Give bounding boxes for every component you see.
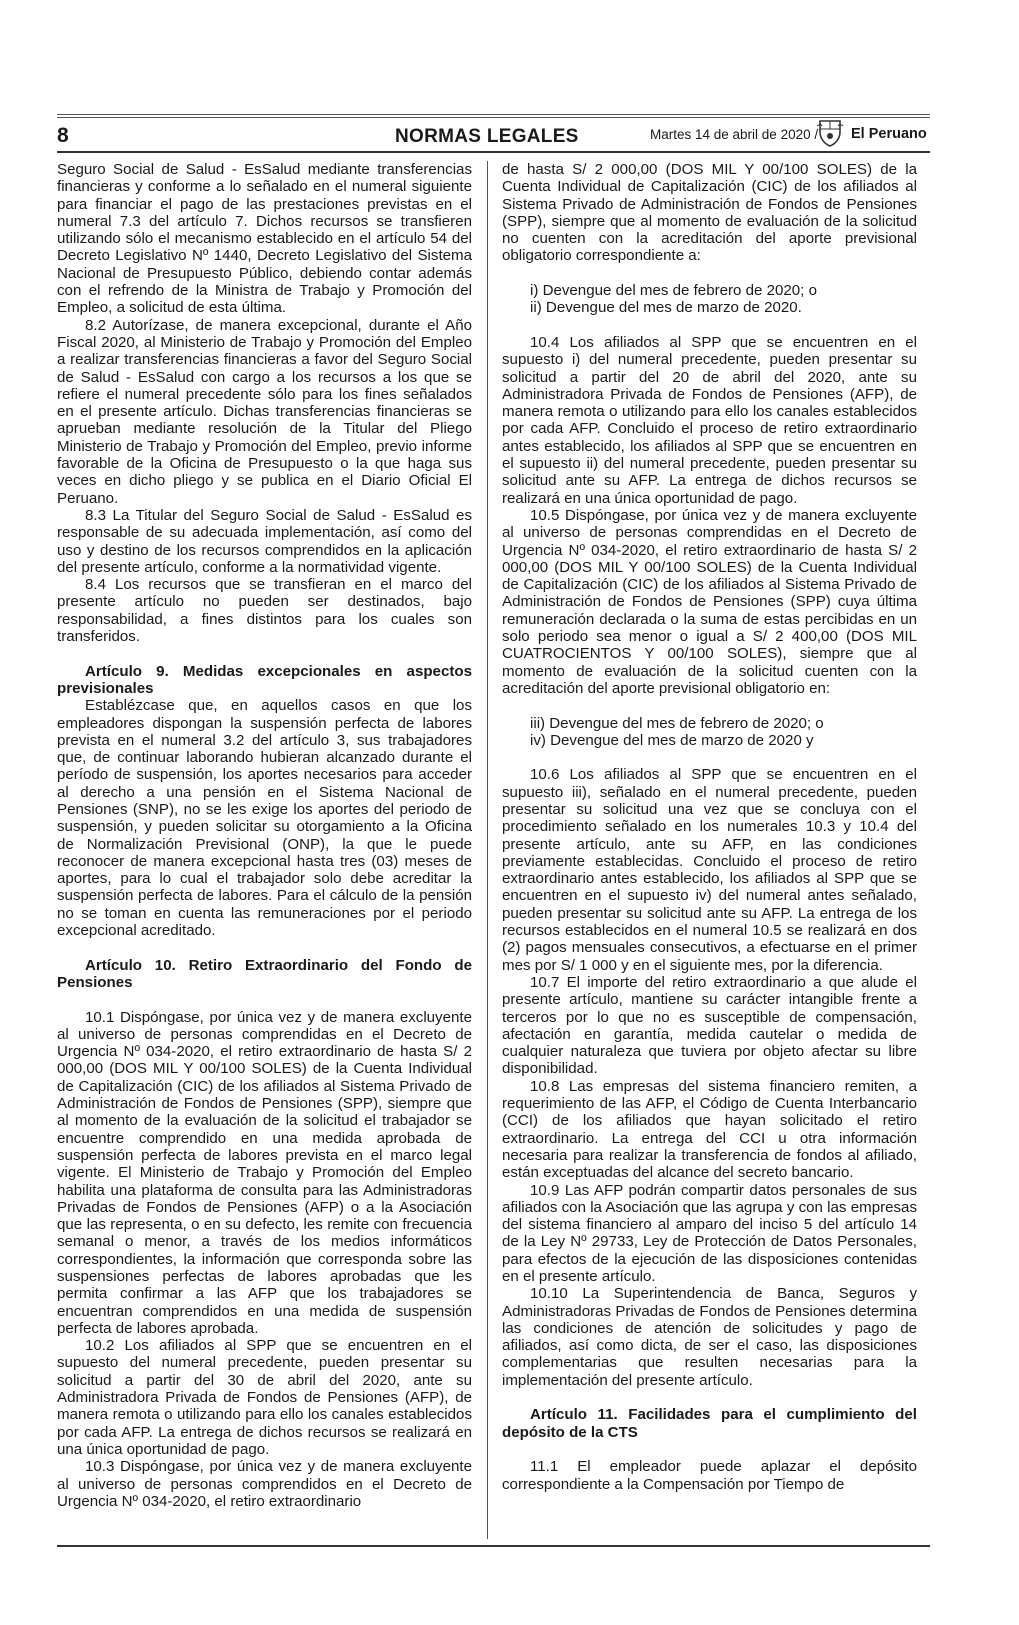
page-number: 8 <box>57 124 69 147</box>
header-top-rule-inner <box>57 117 930 118</box>
paragraph: Seguro Social de Salud - EsSalud mediante transferencias financieras y conforme a lo señalado en el numeral siguiente para financiar el pago de las prestaciones previstas en el numeral 7.3 del artículo 7. Dichos recursos se transfieren utilizando sólo el mecanismo establecido en el artículo 54 del Decreto Legislativo Nº 1440, Decreto Legislativo del Sistema Nacional de Presupuesto Público, debiendo contar además con el refrendo de la Ministra de Trabajo y Promoción del Empleo, a solicitud de esta última. <box>57 161 472 317</box>
newspaper-name: El Peruano <box>851 126 927 142</box>
article-heading: Artículo 10. Retiro Extraordinario del Fondo de Pensiones <box>57 956 472 991</box>
section-title: NORMAS LEGALES <box>395 126 579 147</box>
article-heading: Artículo 9. Medidas excepcionales en aspectos previsionales <box>57 662 472 697</box>
page-header <box>57 122 930 152</box>
list-item: ii) Devengue del mes de marzo de 2020. <box>530 299 802 317</box>
coat-of-arms-icon <box>816 118 844 148</box>
left-column <box>57 161 472 1510</box>
column-divider <box>487 161 488 1539</box>
paragraph: 10.8 Las empresas del sistema financiero remiten, a requerimiento de las AFP, el Código de Cuenta Interbancario (CCI) de los afiliados que hayan solicitado el retiro extraordinario. La entrega del CCI u otra información necesaria para realizar la transferencia de fondos al afiliado, están exceptuadas del alcance del secreto bancario. <box>502 1077 917 1182</box>
publication-date: Martes 14 de abril de 2020 / <box>650 127 819 142</box>
article-heading: Artículo 11. Facilidades para el cumplimiento del depósito de la CTS <box>502 1406 917 1441</box>
paragraph: 10.9 Las AFP podrán compartir datos personales de sus afiliados con la Asociación que las agrupa y con las empresas del sistema financiero al amparo del inciso 5 del artículo 14 de la Ley Nº 29733, Ley de Protección de Datos Personales, para efectos de la ejecución de las disposiciones contenidas en el presente artículo. <box>502 1181 917 1285</box>
paragraph: 11.1 El empleador puede aplazar el depósito correspondiente a la Compensación por Tiempo de <box>502 1458 917 1493</box>
list-item: iii) Devengue del mes de febrero de 2020; o <box>530 714 824 732</box>
paragraph: 10.2 Los afiliados al SPP que se encuentren en el supuesto del numeral precedente, pueden presentar su solicitud a partir del 30 de abril del 2020, ante su Administradora Privada de Fondos de Pensiones (AFP), de manera remota o utilizando para ello los canales establecidos por cada AFP. La entrega de dichos recursos se realizará en una única oportunidad de pago. <box>57 1337 472 1458</box>
list-item: iv) Devengue del mes de marzo de 2020 y <box>530 731 814 749</box>
paragraph: 8.3 La Titular del Seguro Social de Salud - EsSalud es responsable de su adecuada implementación, así como del uso y destino de los recursos comprendidos en la aplicación del presente artículo, conforme a la normatividad vigente. <box>57 506 472 576</box>
header-top-rule <box>57 114 930 115</box>
paragraph: 10.7 El importe del retiro extraordinario a que alude el presente artículo, mantiene su carácter intangible frente a terceros por lo que no es susceptible de compensación, afectación en garantía, medida cautelar o medida de cualquier naturaleza que tuviera por objeto afectar su libre disponibilidad. <box>502 973 917 1078</box>
paragraph: 10.1 Dispóngase, por única vez y de manera excluyente al universo de personas comprendidas en el Decreto de Urgencia Nº 034-2020, el retiro extraordinario de hasta S/ 2 000,00 (DOS MIL Y 00/100 SOLES) de la Cuenta Individual de Capitalización (CIC) de los afiliados al Sistema Privado de Administración de Fondos de Pensiones (SPP), siempre que al momento de la evaluación de la solicitud el trabajador se encuentre comprendido en una medida aprobada de suspensión perfecta de labores prevista en el marco legal vigente. El Ministerio de Trabajo y Promoción del Empleo habilita una plataforma de consulta para las Administradoras Privadas de Fondos de Pensiones (AFP) o a la Asociación que las representa, o en su defecto, les remite con frecuencia semanal o menor, a través de los medios informáticos correspondientes, la información que corresponda sobre las suspensiones perfectas de labores aprobadas que les permita confirmar a las AFP que los trabajadores se encuentran comprendidos en una medida de suspensión perfecta de labores aprobada. <box>57 1008 472 1337</box>
footer-rule <box>57 1545 930 1547</box>
paragraph: 10.3 Dispóngase, por única vez y de manera excluyente al universo de personas comprendidos en el Decreto de Urgencia Nº 034-2020, el retiro extraordinario <box>57 1458 472 1510</box>
paragraph: Establézcase que, en aquellos casos en que los empleadores dispongan la suspensión perfecta de labores prevista en el numeral 3.2 del artículo 3, sus trabajadores que, de continuar laborando hubieran alcanzado durante el período de suspensión, los aportes necesarios para acceder al derecho a una pensión en el Sistema Nacional de Pensiones (SNP), no se les exige los aportes del periodo de suspensión, y pueden solicitar su otorgamiento a la Oficina de Normalización Previsional (ONP), la que le puede reconocer de manera excepcional hasta tres (03) meses de aportes, para lo cual el trabajador solo debe acreditar la suspensión perfecta de labores. Para el cálculo de la pensión no se toman en cuenta las remuneraciones por el periodo excepcional acreditado. <box>57 697 472 940</box>
paragraph: 8.2 Autorízase, de manera excepcional, durante el Año Fiscal 2020, al Ministerio de Trabajo y Promoción del Empleo a realizar transferencias financieras a favor del Seguro Social de Salud - EsSalud con cargo a los recursos a los que se refiere el numeral precedente sólo para los fines señalados en el presente artículo. Dichas transferencias financieras se aprueban mediante resolución de la Titular del Pliego Ministerio de Trabajo y Promoción del Empleo, previo informe favorable de la Oficina de Presupuesto o la que haga sus veces en dicho pliego y se publica en el Diario Oficial El Peruano. <box>57 316 472 507</box>
list-item: i) Devengue del mes de febrero de 2020; o <box>530 282 817 300</box>
paragraph: de hasta S/ 2 000,00 (DOS MIL Y 00/100 SOLES) de la Cuenta Individual de Capitalización (CIC) de los afiliados al Sistema Privado de Administración de Fondos de Pensiones (SPP), siempre que al momento de evaluación de la solicitud no cuenten con la acreditación del aporte previsional obligatorio correspondiente a: <box>502 161 917 265</box>
paragraph: 8.4 Los recursos que se transfieran en el marco del presente artículo no pueden ser destinados, bajo responsabilidad, a fines distintos para los cuales son transferidos. <box>57 576 472 646</box>
paragraph: 10.4 Los afiliados al SPP que se encuentren en el supuesto i) del numeral precedente, pueden presentar su solicitud a partir del 20 de abril del 2020, ante su Administradora Privada de Fondos de Pensiones (AFP), de manera remota o utilizando para ello los canales establecidos por cada AFP. Concluido el proceso de retiro extraordinario antes establecido, los afiliados al SPP que se encuentren en el supuesto ii) del numeral precedente, pueden presentar su solicitud ante su AFP. La entrega de dichos recursos se realizará en una única oportunidad de pago. <box>502 333 917 507</box>
header-bottom-rule <box>57 151 930 153</box>
paragraph: 10.5 Dispóngase, por única vez y de manera excluyente al universo de personas comprendidas en el Decreto de Urgencia Nº 034-2020, el retiro extraordinario de hasta S/ 2 000,00 (DOS MIL Y 00/100 SOLES) de la Cuenta Individual de Capitalización (CIC) de los afiliados al Sistema Privado de Administración de Fondos de Pensiones (SPP) cuya última remuneración declarada o la suma de estas percibidas en un solo periodo sea menor o igual a S/ 2 400,00 (DOS MIL CUATROCIENTOS Y 00/100 SOLES), siempre que al momento de evaluación de la solicitud cuenten con la acreditación del aporte previsional obligatorio en: <box>502 506 917 697</box>
right-column <box>502 161 917 1493</box>
paragraph: 10.10 La Superintendencia de Banca, Seguros y Administradoras Privadas de Fondos de Pensiones determina las condiciones de atención de solicitudes y pago de afiliados, así como dicta, de ser el caso, las disposiciones complementarias que resulten necesarias para la implementación del presente artículo. <box>502 1285 917 1389</box>
paragraph: 10.6 Los afiliados al SPP que se encuentren en el supuesto iii), señalado en el numeral precedente, pueden presentar su solicitud una vez que se concluya con el procedimiento señalado en los numerales 10.3 y 10.4 del presente artículo, ante su AFP, en las condiciones previamente establecidas. Concluido el proceso de retiro extraordinario antes establecido, los afiliados al SPP que se encuentren en el supuesto iv) del numeral antes señalado, pueden presentar su solicitud ante su AFP. La entrega de los recursos establecidos en el numeral 10.5 se realizará en dos (2) pagos mensuales consecutivos, a efectuarse en el primer mes por S/ 1 000 y en el siguiente mes, por la diferencia. <box>502 766 917 974</box>
